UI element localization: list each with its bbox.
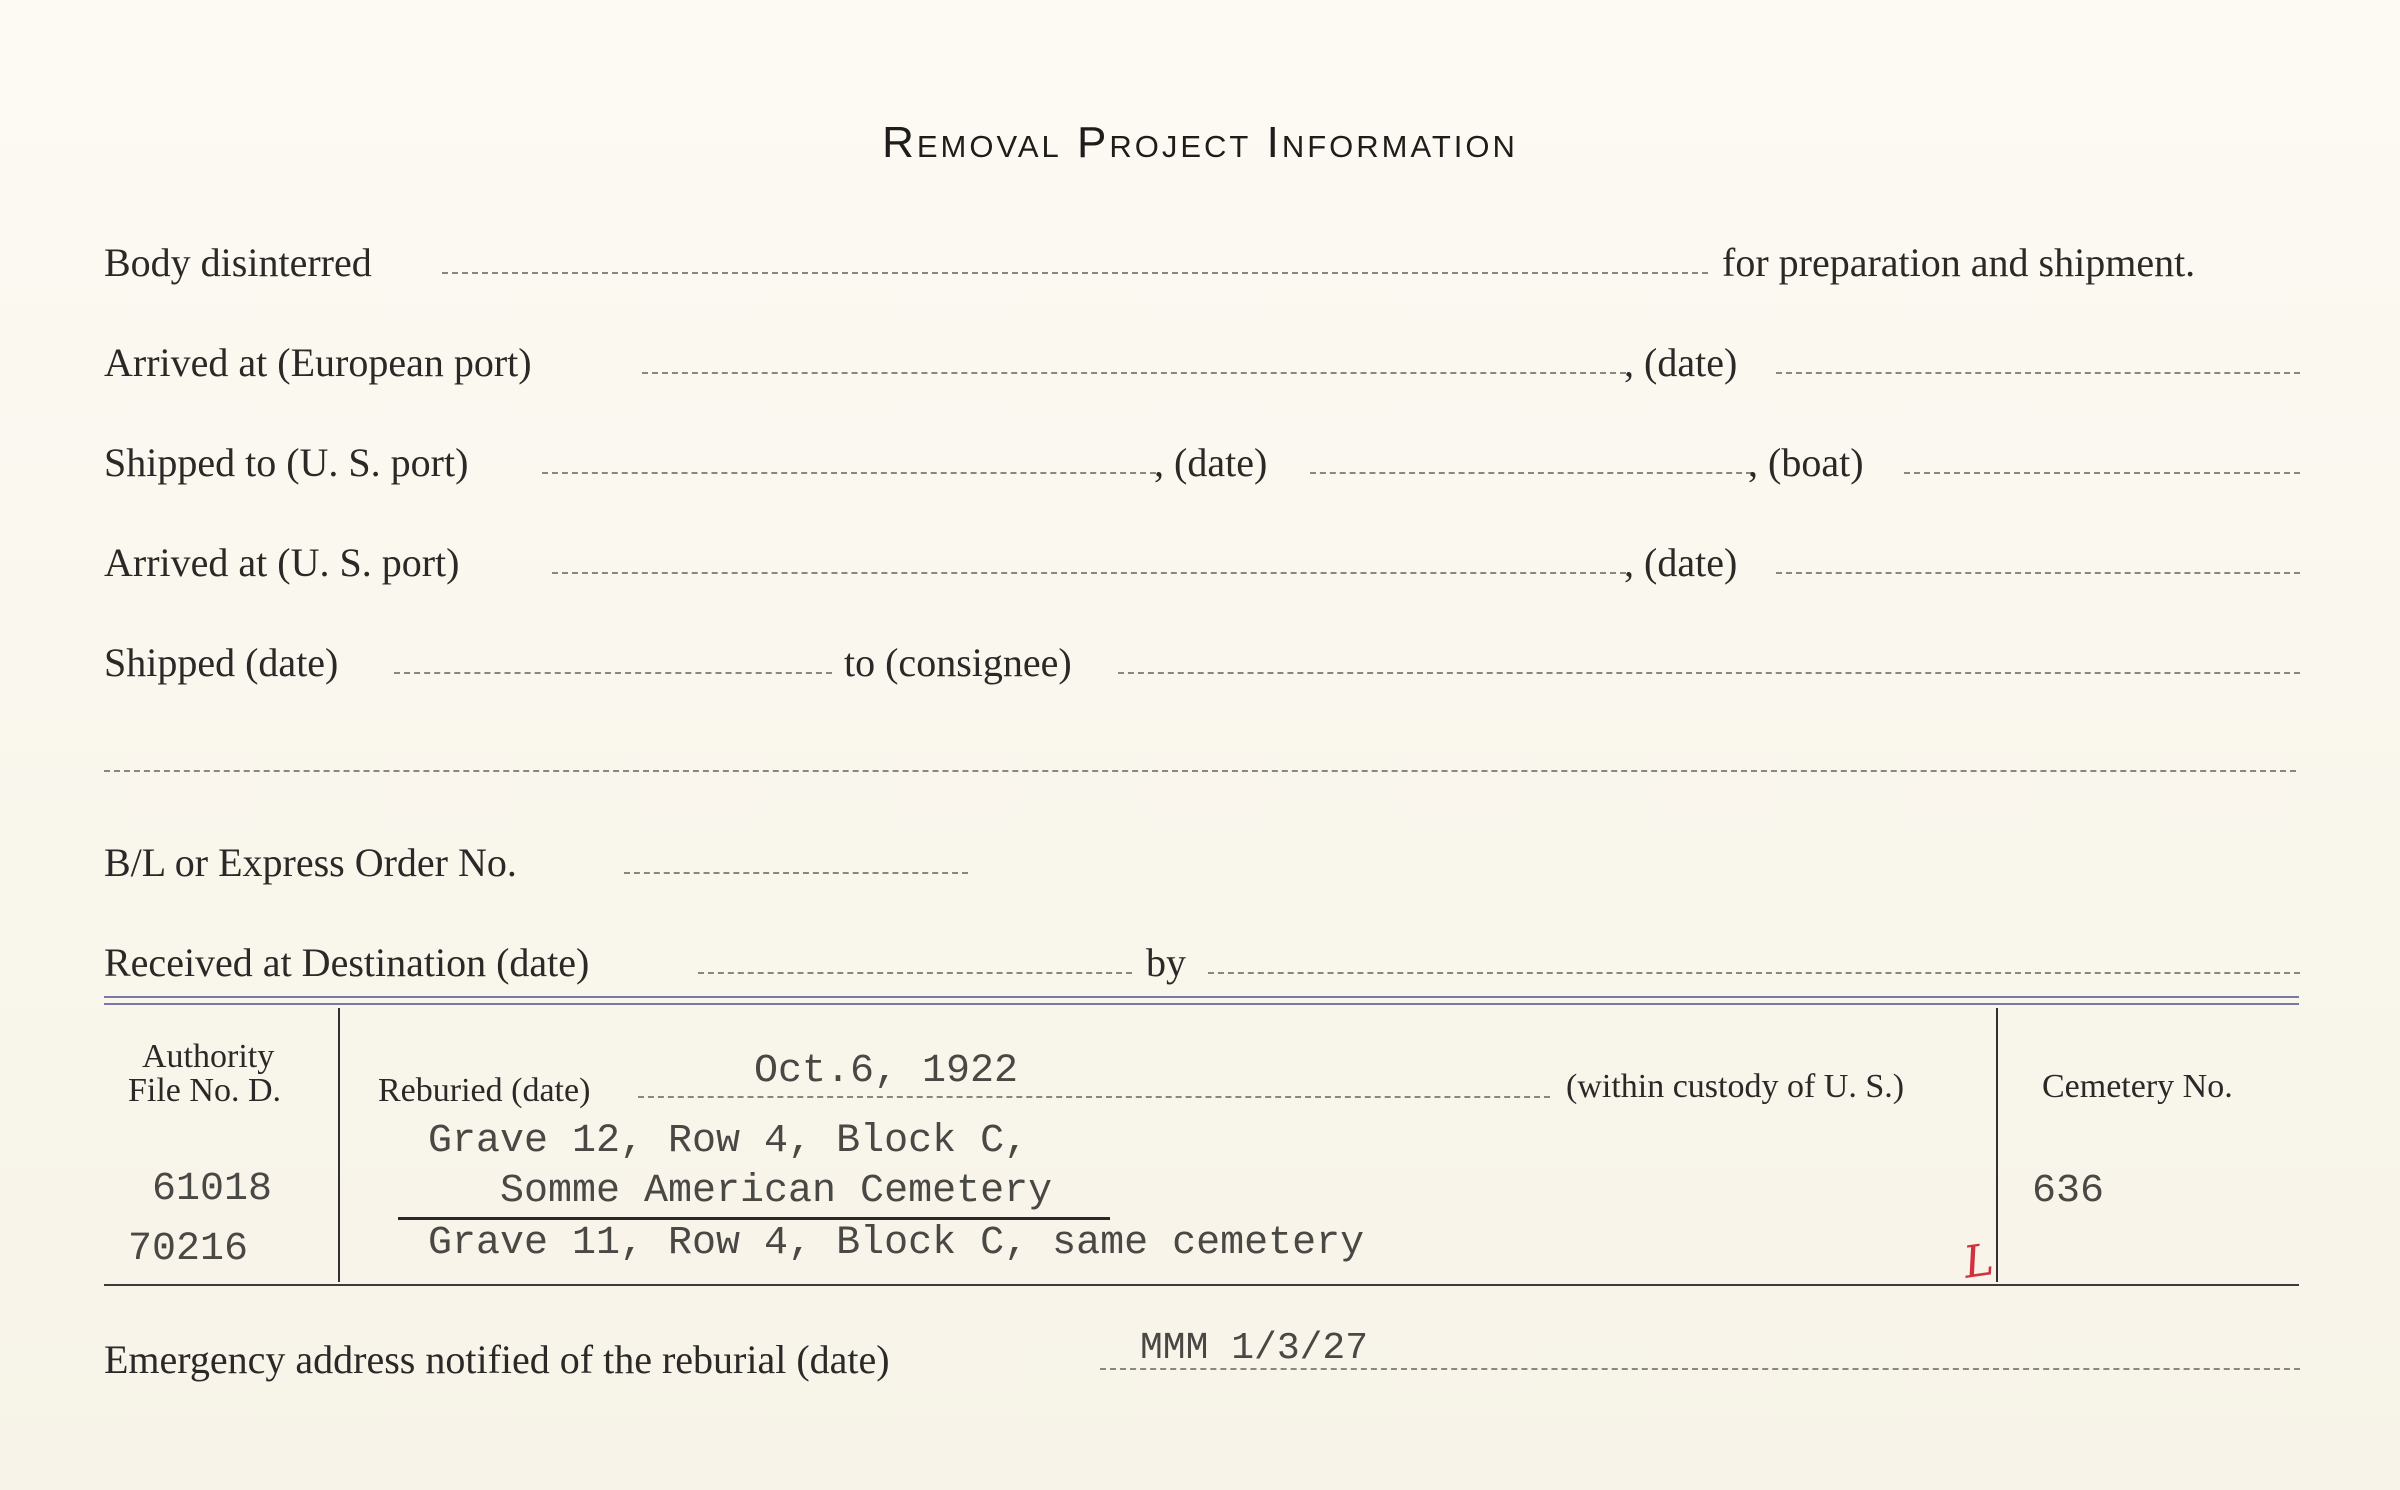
field-shipped-to-us[interactable] <box>542 472 1156 474</box>
grave-line-1: Grave 12, Row 4, Block C, <box>428 1119 1029 1164</box>
field-received-date[interactable] <box>698 972 1132 974</box>
page-title: Removal Project Information <box>882 118 1518 167</box>
file-number-2: 70216 <box>128 1227 249 1272</box>
field-reburied-date[interactable] <box>638 1096 1550 1098</box>
divider-bottom <box>104 1284 2299 1286</box>
label-emergency-address: Emergency address notified of the reburial (date) <box>104 1337 890 1382</box>
label-arrived-us: Arrived at (U. S. port) <box>104 540 460 585</box>
reburied-date-value: Oct.6, 1922 <box>754 1049 1019 1094</box>
field-consignee-continued[interactable] <box>104 770 2296 772</box>
field-boat[interactable] <box>1904 472 2300 474</box>
file-number-1: 61018 <box>152 1167 273 1212</box>
column-divider-left <box>338 1008 340 1282</box>
column-divider-right <box>1996 1008 1998 1282</box>
emergency-date-value: MMM 1/3/27 <box>1140 1327 1369 1370</box>
grave-line-3: Grave 11, Row 4, Block C, same cemetery <box>428 1221 1365 1266</box>
label-authority: Authority <box>142 1038 275 1075</box>
label-shipped-to-us: Shipped to (U. S. port) <box>104 440 469 485</box>
field-body-disinterred[interactable] <box>442 272 1708 274</box>
field-arrived-european[interactable] <box>642 372 1626 374</box>
label-date-1: , (date) <box>1624 340 1738 385</box>
label-body-disinterred: Body disinterred <box>104 240 372 285</box>
field-arrived-us[interactable] <box>552 572 1626 574</box>
field-date-2[interactable] <box>1310 472 1752 474</box>
divider-top-2 <box>104 1003 2299 1005</box>
field-received-by[interactable] <box>1208 972 2300 974</box>
label-by: by <box>1146 940 1186 985</box>
field-date-3[interactable] <box>1776 572 2300 574</box>
label-cemetery-no: Cemetery No. <box>2042 1068 2233 1105</box>
grave-line-2: Somme American Cemetery <box>500 1169 1053 1214</box>
label-within-custody: (within custody of U. S.) <box>1566 1068 1905 1105</box>
label-boat: , (boat) <box>1748 440 1864 485</box>
label-reburied-date: Reburied (date) <box>378 1072 591 1109</box>
label-shipped-date: Shipped (date) <box>104 640 339 685</box>
label-for-preparation: for preparation and shipment. <box>1722 240 2196 285</box>
label-file-no: File No. D. <box>128 1072 281 1109</box>
field-bl-order[interactable] <box>624 872 968 874</box>
label-to-consignee: to (consignee) <box>844 640 1072 685</box>
field-date-1[interactable] <box>1776 372 2300 374</box>
field-consignee[interactable] <box>1118 672 2300 674</box>
label-received-destination: Received at Destination (date) <box>104 940 590 985</box>
label-date-2: , (date) <box>1154 440 1268 485</box>
grave-strike-line <box>398 1217 1110 1220</box>
label-bl-order: B/L or Express Order No. <box>104 840 517 885</box>
field-shipped-date[interactable] <box>394 672 832 674</box>
label-arrived-european: Arrived at (European port) <box>104 340 532 385</box>
cemetery-number: 636 <box>2032 1169 2105 1214</box>
label-date-3: , (date) <box>1624 540 1738 585</box>
red-check-mark: L <box>1960 1234 1997 1289</box>
divider-top-1 <box>104 996 2299 998</box>
